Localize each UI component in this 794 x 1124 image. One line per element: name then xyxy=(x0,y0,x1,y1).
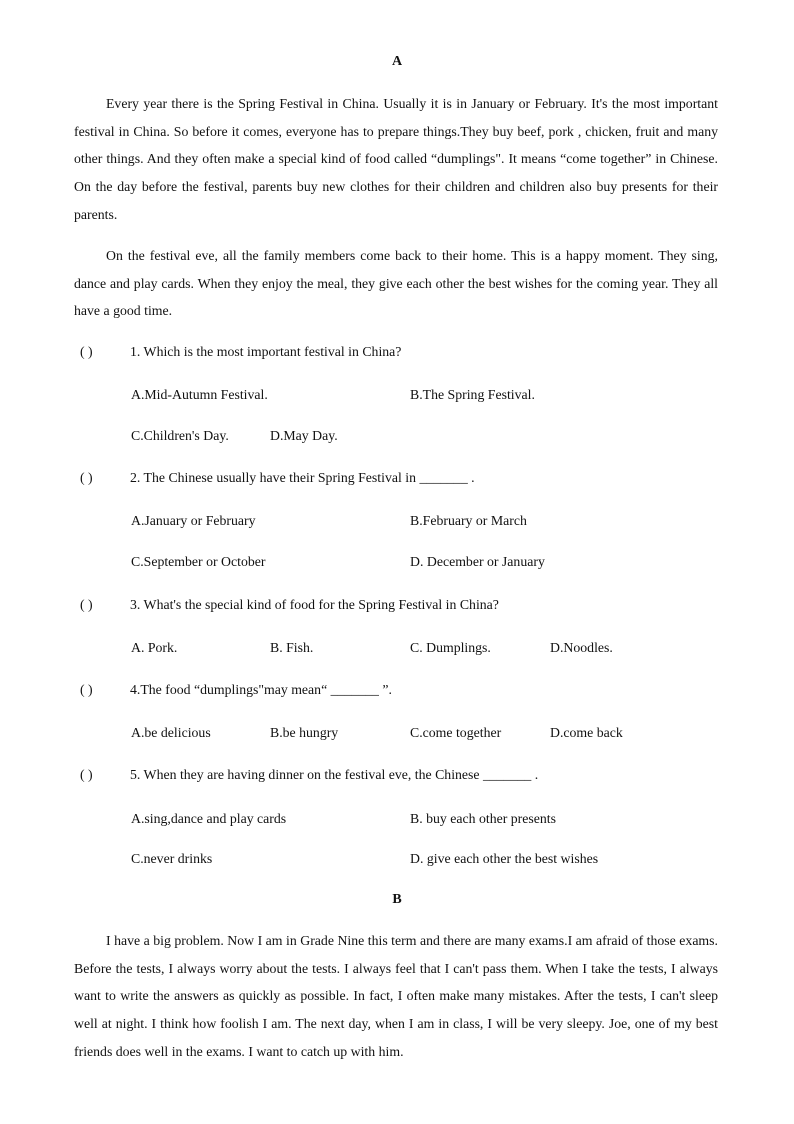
question-5 xyxy=(80,767,720,783)
question-5-option-a: A.sing,dance and play cards xyxy=(131,811,287,826)
question-4-option-b: B.be hungry xyxy=(270,725,339,740)
question-text: 1. Which is the most important festival in China? xyxy=(130,344,402,359)
question-4-option-d: D.come back xyxy=(550,725,623,740)
question-5-option-b: B. buy each other presents xyxy=(410,811,556,826)
question-2 xyxy=(80,470,720,486)
question-text: 5. When they are having dinner on the festival eve, the Chinese _______ . xyxy=(130,767,539,782)
answer-blank[interactable]: ( ) xyxy=(80,470,93,485)
question-2-option-d: D. December or January xyxy=(410,554,545,569)
question-3-option-d: D.Noodles. xyxy=(550,640,613,655)
answer-blank[interactable]: ( ) xyxy=(80,767,93,782)
question-4-option-a: A.be delicious xyxy=(131,725,211,740)
question-4-option-c: C.come together xyxy=(410,725,502,740)
question-5-option-c: C.never drinks xyxy=(131,851,213,866)
answer-blank[interactable]: ( ) xyxy=(80,344,93,359)
question-5-option-d: D. give each other the best wishes xyxy=(410,851,599,866)
question-1 xyxy=(80,344,720,360)
passage-a-paragraph-1: Every year there is the Spring Festival in China. Usually it is in January or February. It's the most important festival in China. So before it comes, everyone has to prepare things.They buy beef, pork , chicken, fruit and many other things. And they often make a special kind of food called “dumplings". It means “come together” in Chinese. On the day before the festival, parents buy new clothes for their children and children also buy presents for their parents. xyxy=(74,96,718,222)
question-3-option-b: B. Fish. xyxy=(270,640,314,655)
question-text: 4.The food “dumplings"may mean“ _______ ”. xyxy=(130,682,392,697)
passage-a-paragraph-2: On the festival eve, all the family members come back to their home. This is a happy moment. They sing, dance and play cards. When they enjoy the meal, they give each other the best wishes for the coming year. They all have a good time. xyxy=(74,248,718,319)
question-text: 2. The Chinese usually have their Spring Festival in _______ . xyxy=(130,470,475,485)
question-1-option-c: C.Children's Day. xyxy=(131,428,229,443)
answer-blank[interactable]: ( ) xyxy=(80,682,93,697)
passage-a-heading: A xyxy=(391,54,403,69)
passage-b-heading: B xyxy=(392,892,402,907)
question-2-option-c: C.September or October xyxy=(131,554,266,569)
question-3-option-c: C. Dumplings. xyxy=(410,640,491,655)
question-1-option-b: B.The Spring Festival. xyxy=(410,387,535,402)
passage-b-paragraph-1: I have a big problem. Now I am in Grade Nine this term and there are many exams.I am afraid of those exams. Before the tests, I always worry about the tests. I always feel that I can't pass them. When I take the tests, I always want to write the answers as quickly as possible. In fact, I often make many mistakes. After the tests, I can't sleep well at night. I think how foolish I am. The next day, when I am in class, I will be very sleepy. Joe, one of my best friends does well in the exams. I want to catch up with him. xyxy=(74,933,718,1059)
question-2-option-a: A.January or February xyxy=(131,513,256,528)
question-2-option-b: B.February or March xyxy=(410,513,527,528)
question-text: 3. What's the special kind of food for the Spring Festival in China? xyxy=(130,597,499,612)
question-3-option-a: A. Pork. xyxy=(131,640,178,655)
question-3 xyxy=(80,597,720,613)
question-4 xyxy=(80,682,720,698)
answer-blank[interactable]: ( ) xyxy=(80,597,93,612)
question-1-option-a: A.Mid-Autumn Festival. xyxy=(131,387,268,402)
question-1-option-d: D.May Day. xyxy=(270,428,338,443)
